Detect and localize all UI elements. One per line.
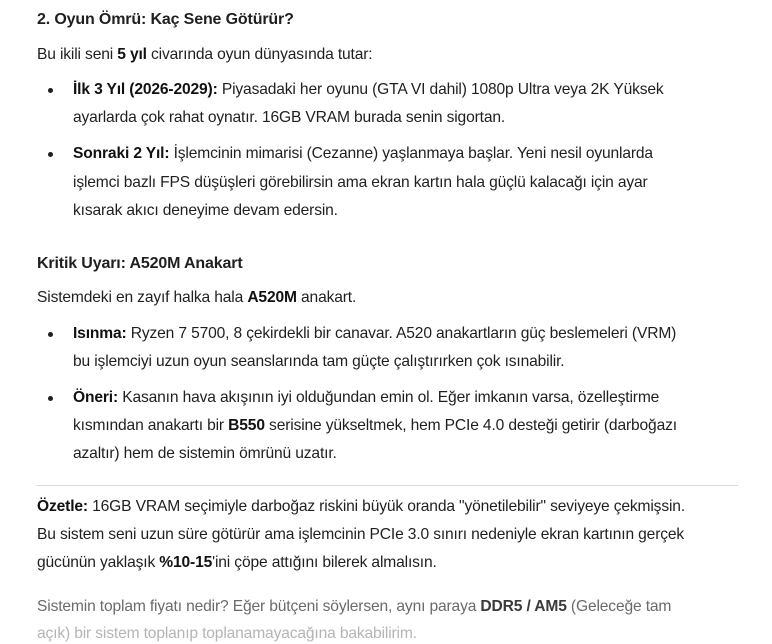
list-item-line [73,352,564,372]
section-title: 2. Oyun Ömrü: Kaç Sene Götürür? [37,11,294,28]
text: Kasanın hava akışının iyi olduğundan emin ol. Eğer imkanın varsa, özelleştirme [118,389,660,406]
text: (Geleceğe tam [566,598,672,615]
text: kısarak akıcı deneyime devam edersin. [73,202,338,219]
bold-text: Isınma: [73,325,127,342]
bold-text: DDR5 / AM5 [480,598,567,615]
bullet-icon [48,332,53,337]
summary-line [37,497,685,517]
warning-title: Kritik Uyarı: A520M Anakart [37,255,243,272]
text: ayarlarda çok rahat oynatır. 16GB VRAM burada senin sigortan. [73,109,506,126]
list-item-line [73,324,676,344]
list-item-line [73,173,648,193]
summary-line [37,553,437,573]
closing-line [37,597,671,617]
bullet-icon [48,152,53,157]
text: Bu ikili seni [37,46,118,63]
bold-text: İlk 3 Yıl (2026-2029): [73,81,218,98]
text: İşlemcinin mimarisi (Cezanne) yaşlanmaya başlar. Yeni nesil oyunlarda [169,145,653,162]
text: kısmından anakartı bir [73,417,229,434]
list-item-line [73,201,338,221]
bold-text: Öneri: [73,389,119,406]
text: gücünün yaklaşık [37,554,160,571]
text: Piyasadaki her oyunu (GTA VI dahil) 1080p Ultra veya 2K Yüksek [217,81,664,98]
list-item-line [73,108,505,128]
list-item-line [73,388,659,408]
list-item-line [73,444,337,464]
text: 'ini çöpe attığını bilerek almalısın. [212,554,437,571]
list-item-line [73,80,664,100]
paragraph-line [37,45,372,65]
bullet-icon [48,396,53,401]
text: serisine yükseltmek, hem PCIe 4.0 desteği getirir (darboğazı [264,417,677,434]
list-item-line [73,144,653,164]
bold-text: A520M [247,289,297,306]
summary-line [37,525,684,545]
text: Bu sistem seni uzun süre götürür ama işlemcinin PCIe 3.0 sınırı nedeniyle ekran kartının gerçek [37,526,685,543]
closing-line [37,624,417,644]
text: azaltır) hem de sistemin ömrünü uzatır. [73,445,337,462]
bold-text: B550 [228,417,265,434]
bold-text: 5 yıl [117,46,147,63]
text: anakart. [296,289,357,306]
paragraph-line [37,288,356,308]
text: 16GB VRAM seçimiyle darboğaz riskini büyük oranda "yönetilebilir" seviyeye çekmişsin. [87,498,685,515]
divider [37,485,738,486]
bold-text: %10-15 [159,554,213,571]
text: bu işlemciyi uzun oyun seanslarında tam güçte çalıştırırken çok ısınabilir. [73,353,565,370]
text: Sistemdeki en zayıf halka hala [37,289,248,306]
bullet-icon [48,88,53,93]
text: açık) bir sistem toplanıp toplanamayacağına bakabilirim. [37,625,417,642]
text: işlemci bazlı FPS düşüşleri görebilirsin ama ekran kartın hala güçlü kalacağı için ayar [73,174,648,191]
bold-text: Sonraki 2 Yıl: [73,145,170,162]
text: civarında oyun dünyasında tutar: [146,46,373,63]
text: Ryzen 7 5700, 8 çekirdekli bir canavar. A520 anakartların güç beslemeleri (VRM) [126,325,677,342]
list-item-line [73,416,677,436]
text: Sistemin toplam fiyatı nedir? Eğer bütçeni söylersen, aynı paraya [37,598,481,615]
bold-text: Özetle: [37,498,88,515]
